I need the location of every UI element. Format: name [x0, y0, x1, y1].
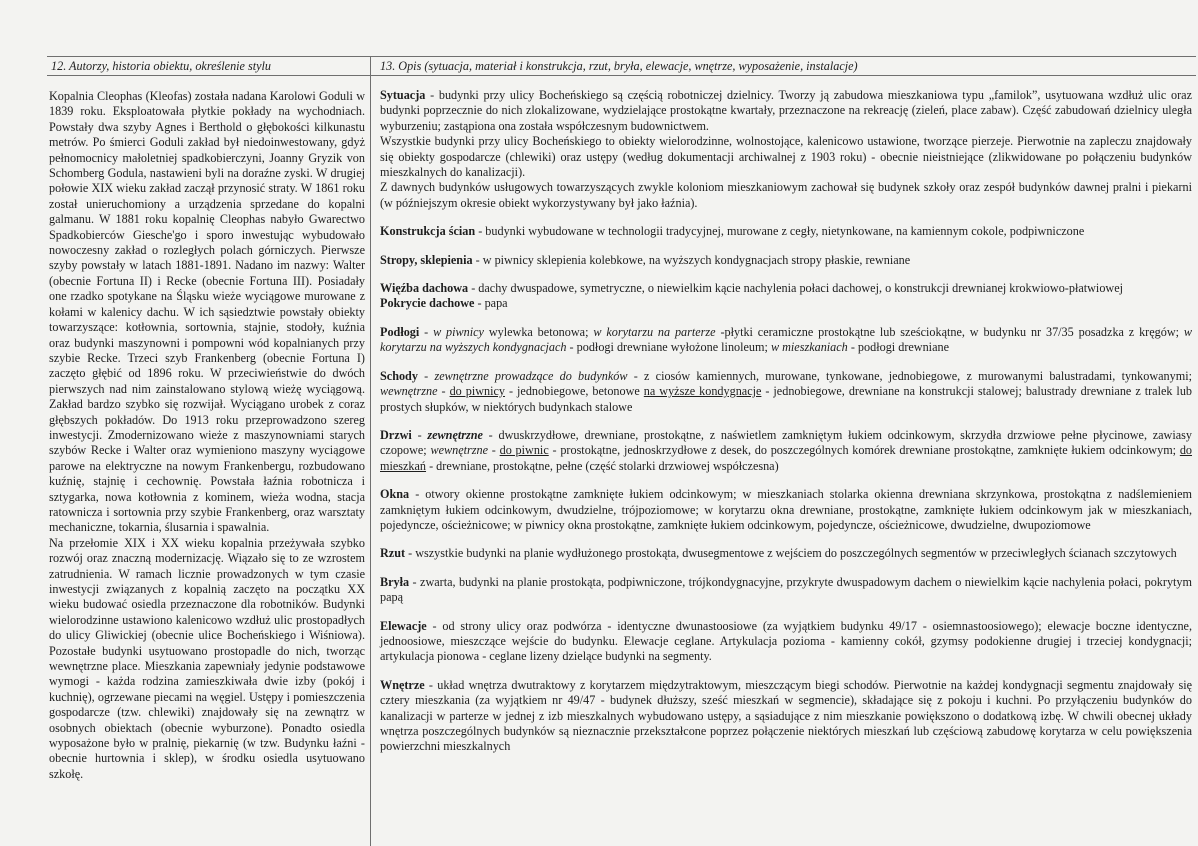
section-label: Sytuacja — [380, 88, 426, 102]
section-drzwi — [380, 428, 1192, 474]
section-label: Rzut — [380, 546, 406, 561]
section-text: - otwory okienne prostokątne zamknięte łukiem odcinkowym; w mieszkaniach stolarka okienna drewniana skrzynkowa, prostokątna z nadślemieniem zamkniętym łukiem odcinkowym, dwudzielne, trójpoziomowe; w korytarzu okna drewniane, prostokątne, zamknięte łukiem odcinkowym jak w mieszkaniach, pojedyncze, ościeżnicowe; w piwnicy okna prostokątne, zamknięte łukiem odcinkowym, pojedyncze, ościeżnicowe, dwudzielne, dwupoziomowe — [380, 487, 1192, 532]
section-text: - papa — [474, 296, 508, 311]
section-label: Stropy, sklepienia — [380, 252, 473, 267]
section-text: - jednobiegowe, drewniane na konstrukcji stalowej; balustrady drewniane z tralek lub prostych słupków, w niektórych budynkach stalowe — [380, 384, 1193, 414]
section-pokrycie — [380, 296, 1192, 311]
section-italic: zewnętrzne — [427, 427, 483, 442]
section-text: Wszystkie budynki przy ulicy Bocheńskiego to obiekty wielorodzinne, wolnostojące, kalenicowo ustawione, tworzące pierzeje. Pierwotnie na zapleczu znajdowały się obiekty gospodarcze (chlewiki) oraz ustępy (według dokumentacji archiwalnej z 1903 roku) - obecnie nieistniejące (zlikwidowane po połączeniu budynków mieszkalnych do kanalizacji). — [380, 134, 1192, 180]
section-text: - — [488, 443, 500, 458]
section-text: - — [411, 427, 428, 442]
section-underlined: do mieszkań — [380, 443, 1193, 473]
section-text: - — [417, 368, 435, 383]
section-text: Z dawnych budynków usługowych towarzyszących zwykle koloniom mieszkaniowym zachował się budynek szkoły oraz zespół budynków dawnej pralni i piekarni (w późniejszym okresie obiekt wykorzystywany był jako łaźnia). — [380, 180, 1192, 210]
section-label: Wnętrze — [380, 677, 425, 692]
table-top-border — [47, 56, 1196, 57]
section-konstrukcja — [380, 224, 1192, 239]
section-text: - budynki przy ulicy Bocheńskiego są częścią robotniczej dzielnicy. Tworzy ją zabudowa mieszkaniowa typu „familok”, usytuowana wzdłuż ulic oraz budynki poprzecznie do nich zlokalizowane, wydzielające prostokątne kwartały, przeznaczone na rekreację (zieleń, place zabaw). Część zabudowań dzielnicy uległa wyburzeniu; zastąpiona ona została współczesnym budownictwem. — [380, 88, 1192, 133]
section-text: - podłogi drewniane — [847, 340, 949, 355]
section-italic: w korytarzu na wyższych kondygnacjach — [380, 324, 1193, 355]
history-paragraph: Kopalnia Cleophas (Kleofas) została nadana Karolowi Goduli w 1839 roku. Eksploatowała płytkie pokłady na wychodniach. Powstały dwa szyby Agnes i Berthold o głębokości kilkunastu metrów. Po śmierci Goduli zakład był niedoinwestowany, gdyż pełnomocnicy małoletniej spadkobierczyni, Joanny Gryzik von Schomberg Godula, nastawieni byli na doraźne zyski. W drugiej połowie XIX wieku zakład zaczął przynosić straty. W 1861 roku został unieruchomiony a urządzenia sprzedane do kopalni galmanu. W 1881 roku kopalnię Cleophas nabyło Gwarectwo Spadkobierców Giesche'go i sporo inwestując wybudowało nowoczesny zakład o rozległych polach górniczych. Pierwsze szyby powstały w latach 1881-1891. Nadano im nazwy: Walter (obecnie Fortuna II) i Recke (obecnie Fortuna III). Posiadały one rzadko spotykane na Śląsku wieże wyciągowe murowane z kołami w kalenicy dachu. W ich sąsiedztwie powstały obiekty towarzyszące: kotłownia, sortownia, stajnie, stodoły, kuźnia oraz budynki maszynowni i pompowni wód kopalnianych przy szybie Recke. Trzeci szyb Frankenberg (obecnie Fortuna I) zaczęto głębić od 1896 roku. W przeciwieństwie do dwóch pierwszych nad nim zainstalowano stylową wieżę wyciągową. Zakład bardzo szybko się rozwijał. Wyciągano urobek z coraz głębszych pokładów. Do 1913 roku przeprowadzono szereg inwestycji. Zmodernizowano wieże z maszynowniami starych szybów Recke i Walter oraz wymieniono maszyny wyciągowe parowe na elektryczne na nowym Frankenbergu, rozbudowano kuźnię, stajnię i cechownię. Powstała łaźnia robotnicza i sztygarka, nowa kotłownia z kominem, wieża wodna, stacja ratownicza i sortownia przy szybie Frankenberg, oraz warsztaty mechaniczne, tokarnia, ślusarnia i spawalnia. — [49, 89, 365, 535]
section-label: Schody — [380, 368, 418, 383]
section-text: - od strony ulicy oraz podwórza - identyczne dwunastoosiowe (za wyjątkiem budynku 49/17 - osiemnastoosiowego); elewacje boczne identyczne, jednoosiowe, mieszczące wejście do budynku. Elewacje ceglane. Artykulacja pozioma - kamienny cokół, gzymsy podokienne drugiej i trzeciej kondygnacji; artykulacja pionowa - ceglane lizeny dzielące budynki na segmenty. — [380, 618, 1192, 664]
section-text: - jednobiegowe, betonowe — [505, 384, 644, 399]
section-text: - budynki wybudowane w technologii tradycyjnej, murowane z cegły, nietynkowane, na kamiennym cokole, podpiwniczone — [475, 224, 1085, 239]
section-text: - podłogi drewniane wyłożone linoleum; — [566, 340, 771, 355]
section-text: - prostokątne, jednoskrzydłowe z desek, do poszczególnych komórek drewniane prostokątne, zamknięte łukiem odcinkowym; — [548, 443, 1180, 458]
section-label: Więźba dachowa — [380, 281, 469, 296]
section-sytuacja — [380, 88, 1192, 211]
section-underlined: na wyższe kondygnacje — [643, 384, 762, 399]
section-okna — [380, 487, 1192, 533]
section-text: wylewka betonowa; — [483, 324, 594, 339]
section-rzut — [380, 546, 1192, 561]
section-text: - z ciosów kamiennych, murowane, tynkowane, jednobiegowe, z murowanymi balustradami, tynkowanymi; — [627, 368, 1192, 383]
section-text: - — [437, 384, 450, 399]
section-label: Podłogi — [380, 324, 420, 339]
section-italic: wewnętrzne — [430, 443, 489, 458]
section-label: Drzwi — [380, 427, 412, 442]
section-text: - drewniane, prostokątne, pełne (część stolarki drzwiowej współczesna) — [426, 458, 779, 473]
section-label: Pokrycie dachowe — [380, 296, 475, 311]
history-column — [49, 89, 365, 782]
section-text: - wszystkie budynki na planie wydłużonego prostokąta, dwusegmentowe z wejściem do poszczególnych segmentów w przeciwległych ścianach szczytowych — [405, 546, 1177, 561]
section-text: - — [419, 324, 434, 339]
section-underlined: do piwnicy — [449, 384, 506, 399]
section-schody — [380, 369, 1192, 415]
section-podlogi — [380, 325, 1192, 356]
section-text: - w piwnicy sklepienia kolebkowe, na wyższych kondygnacjach stropy płaskie, rewniane — [472, 252, 911, 267]
section-bryla — [380, 575, 1192, 606]
section-text: - zwarta, budynki na planie prostokąta, podpiwniczone, trójkondygnacyjne, przykryte dwuspadowym dachem o niewielkim kącie nachylenia połaci, pokrytym papą — [380, 574, 1192, 605]
section-text: - dachy dwuspadowe, symetryczne, o niewielkim kącie nachylenia połaci dachowej, o konstrukcji drewnianej krokwiowo-płatwiowej — [468, 281, 1124, 296]
section-label: Bryła — [380, 574, 410, 589]
section-wiezba — [380, 281, 1192, 296]
section-label: Konstrukcja ścian — [380, 224, 476, 239]
section-label: Elewacje — [380, 618, 427, 633]
description-column — [380, 88, 1192, 755]
section-label: Okna — [380, 487, 410, 502]
column-divider — [370, 56, 371, 846]
section-text: -płytki ceramiczne prostokątne lub sześciokątne, w budynku nr 37/35 posadzka z kręgów; — [715, 324, 1184, 339]
section-italic: zewnętrzne prowadzące do budynków — [434, 368, 628, 383]
section-italic: wewnętrzne — [380, 384, 438, 399]
header-bottom-border — [47, 75, 1196, 76]
section-wnetrze — [380, 678, 1192, 755]
section-italic: w korytarzu na parterze — [593, 324, 716, 339]
left-column-header: 12. Autorzy, historia obiektu, określenie stylu — [51, 59, 272, 73]
section-stropy — [380, 253, 1192, 268]
history-paragraph: Na przełomie XIX i XX wieku kopalnia przeżywała szybko rozwój oraz znaczną modernizację. Wiązało się to ze wzrostem zatrudnienia. W ramach licznie prowadzonych w tym czasie inwestycji związanych z kopalnią zaczęto na początku XX wieku budować osiedla przeznaczone dla robotników. Budynki wielorodzinne ustawiono kalenicowo wzdłuż ulic prostopadłych do ulicy Gliwickiej (obecnie ulice Bocheńskiego i Wiśniowa). Pozostałe budynki usytuowano prostopadle do nich, tworząc wewnętrzne place. Mieszkania zapewniały jedynie podstawowe wymogi - każda rodzina zamieszkiwała dwie izby (pokój i kuchnię), ogrzewane piecami na węgiel. Ustępy i pomieszczenia gospodarcze (tzw. chlewiki) znajdowały się na zewnątrz w osobnych obiektach (obecnie wyburzone). Ponadto osiedla wyposażone było w pralnię, piekarnię (w tzw. Budynku łaźni - obecnie hurtownia i sklep), w środku osiedla usytuowano szkołę. — [49, 535, 365, 781]
section-italic: w piwnicy — [433, 324, 484, 339]
section-underlined: do piwnic — [499, 443, 549, 458]
section-elewacje — [380, 619, 1192, 665]
section-italic: w mieszkaniach — [770, 340, 848, 355]
right-column-header: 13. Opis (sytuacja, materiał i konstrukcja, rzut, bryła, elewacje, wnętrze, wyposażenie, instalacje) — [380, 59, 858, 73]
section-text: - układ wnętrza dwutraktowy z korytarzem międzytraktowym, mieszczącym biegi schodów. Pierwotnie na każdej kondygnacji segmentu znajdowały się cztery mieszkania (za wyjątkiem nr 49/47 - budynek dłuższy, sześć mieszkań w segmencie), składające się z pokoju i kuchni. Po przyłączeniu budynków do kanalizacji w parterze w jednej z izb mieszkalnych wybudowano ustępy, a sąsiadujące z nim mieszkanie powiększono o dodatkową izbę. W chwili obecnej układy wnętrza poszczególnych budynków są nieznacznie przekształcone poprzez połączenie niektórych mieszkań lub częściową zabudowę korytarza w celu powiększenia powierzchni mieszkalnych — [380, 677, 1192, 754]
section-text: - dwuskrzydłowe, drewniane, prostokątne, z naświetlem zamkniętym łukiem odcinkowym, skrzydła drzwiowe pełne płycinowe, zawiasy czopowe; — [380, 427, 1192, 458]
